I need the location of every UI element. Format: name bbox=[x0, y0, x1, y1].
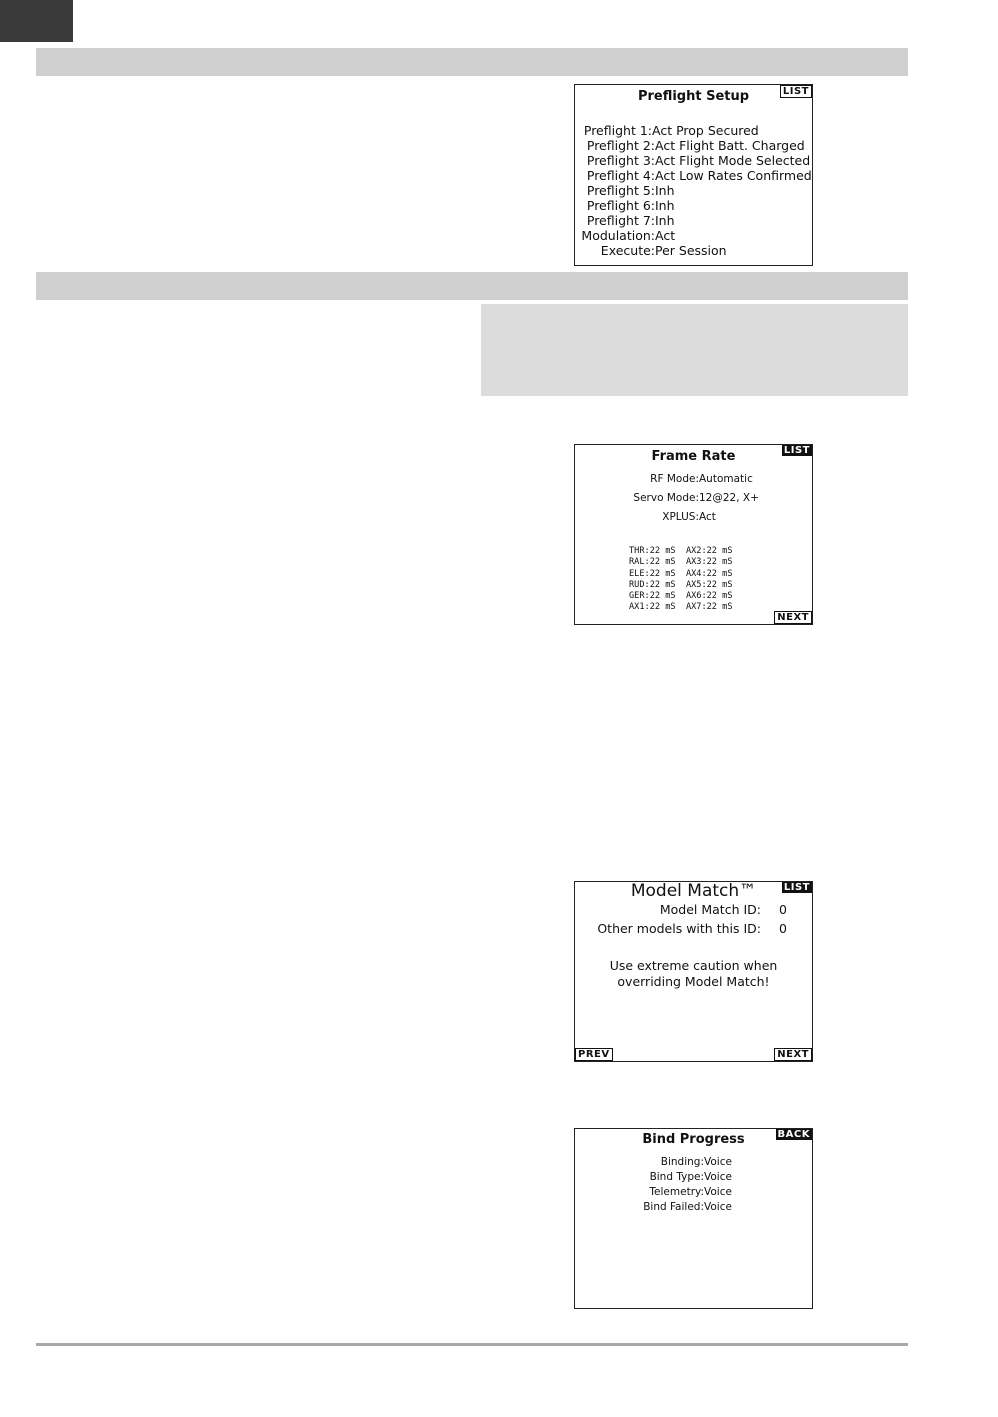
channel-cell: AX3:22 mS bbox=[685, 557, 733, 568]
execute-row[interactable]: Execute:Per Session bbox=[600, 243, 727, 258]
section-header-bar-1 bbox=[36, 48, 908, 76]
footer-rule bbox=[36, 1343, 908, 1346]
servo-mode-row[interactable]: Servo Mode:12@22, X+ bbox=[633, 492, 759, 504]
channel-cell: RUD:22 mS bbox=[629, 579, 676, 590]
screen-title: Model Match™ bbox=[630, 881, 757, 901]
channel-cell: AX4:22 mS bbox=[685, 568, 733, 579]
prev-button[interactable]: PREV bbox=[575, 1048, 613, 1061]
caution-line-1: Use extreme caution when bbox=[609, 958, 778, 973]
bind-failed-row[interactable]: Bind Failed:Voice bbox=[643, 1201, 732, 1213]
channel-cell: THR:22 mS bbox=[629, 546, 676, 556]
channel-cell: AX6:22 mS bbox=[685, 591, 733, 602]
preflight-row-7[interactable]: Preflight 7:Inh bbox=[586, 213, 675, 228]
next-button[interactable]: NEXT bbox=[774, 611, 812, 624]
channel-cell: AX7:22 mS bbox=[685, 602, 733, 613]
next-button[interactable]: NEXT bbox=[774, 1048, 812, 1061]
channel-cell: AX2:22 mS bbox=[685, 546, 733, 556]
list-button[interactable]: LIST bbox=[783, 445, 810, 456]
preflight-row-2[interactable]: Preflight 2:Act Flight Batt. Charged bbox=[586, 138, 805, 153]
rf-mode-row[interactable]: RF Mode:Automatic bbox=[650, 473, 753, 485]
preflight-row-4[interactable]: Preflight 4:Act Low Rates Confirmed bbox=[586, 168, 812, 183]
preflight-row-5[interactable]: Preflight 5:Inh bbox=[586, 183, 675, 198]
modulation-row[interactable]: Modulation:Act bbox=[581, 228, 676, 243]
preflight-row-3[interactable]: Preflight 3:Act Flight Mode Selected bbox=[586, 153, 811, 168]
xplus-row[interactable]: XPLUS:Act bbox=[662, 511, 716, 523]
note-box bbox=[481, 304, 908, 396]
binding-row[interactable]: Binding:Voice bbox=[660, 1156, 732, 1168]
model-match-id-row[interactable]: Model Match ID: 0 bbox=[659, 902, 787, 917]
screen-title: Frame Rate bbox=[651, 449, 736, 464]
frame-rate-screen bbox=[574, 444, 813, 625]
channel-cell: AX1:22 mS bbox=[629, 602, 676, 613]
bind-type-row[interactable]: Bind Type:Voice bbox=[649, 1171, 732, 1183]
channel-frame-rate-list bbox=[629, 546, 733, 614]
list-button[interactable]: LIST bbox=[780, 85, 812, 98]
section-header-bar-2 bbox=[36, 272, 908, 300]
list-button[interactable]: LIST bbox=[783, 882, 810, 893]
preflight-row-6[interactable]: Preflight 6:Inh bbox=[586, 198, 675, 213]
bind-progress-screen bbox=[574, 1128, 813, 1309]
caution-line-2: overriding Model Match! bbox=[617, 974, 770, 989]
model-match-screen bbox=[574, 881, 813, 1062]
screen-title: Preflight Setup bbox=[637, 89, 750, 104]
preflight-setup-screen bbox=[574, 84, 813, 266]
channel-cell: ELE:22 mS bbox=[629, 568, 676, 579]
page-corner-tab bbox=[0, 0, 73, 42]
preflight-row-1[interactable]: Preflight 1:Act Prop Secured bbox=[583, 123, 759, 138]
channel-cell: AX5:22 mS bbox=[685, 579, 733, 590]
channel-cell: RAL:22 mS bbox=[629, 557, 676, 568]
telemetry-row[interactable]: Telemetry:Voice bbox=[649, 1186, 732, 1198]
screen-title: Bind Progress bbox=[642, 1132, 745, 1147]
channel-cell: GER:22 mS bbox=[629, 591, 676, 602]
other-models-row: Other models with this ID: 0 bbox=[597, 921, 787, 936]
back-button[interactable]: BACK bbox=[777, 1129, 810, 1140]
